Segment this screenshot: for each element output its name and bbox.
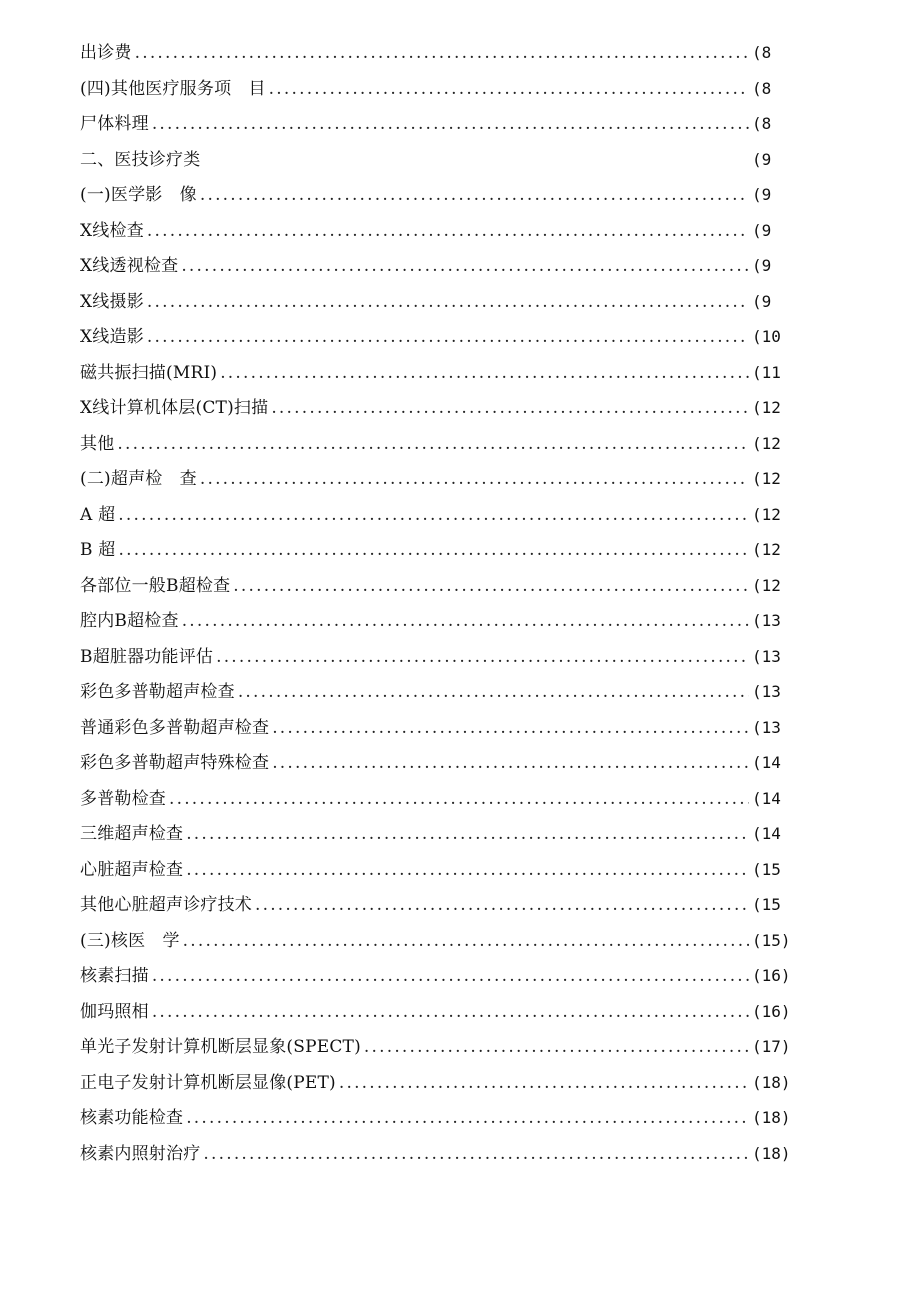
toc-entry-title: X线检查 [80, 220, 144, 241]
toc-leader-dots [186, 860, 749, 880]
toc-entry-page: (14 [752, 753, 781, 772]
toc-entry-title: 磁共振扫描(MRI) [80, 362, 218, 383]
toc-entry-page: (18) [752, 1143, 791, 1163]
toc-entry[interactable] [80, 890, 800, 926]
toc-entry[interactable] [80, 464, 800, 500]
toc-leader-dots [269, 79, 749, 99]
toc-leader-dots [271, 398, 749, 418]
toc-entry-title: X线计算机体层(CT)扫描 [80, 398, 269, 418]
toc-entry[interactable] [80, 961, 800, 997]
toc-entry-page: (10 [752, 327, 781, 346]
toc-leader-dots [117, 434, 749, 454]
toc-entry-page: (8 [752, 78, 772, 98]
toc-leader-dots [339, 1073, 749, 1093]
toc-entry-title: (一)医学影 像 [80, 185, 197, 205]
toc-entry-title: 腔内B超检查 [80, 611, 179, 631]
toc-entry[interactable] [80, 642, 800, 678]
toc-entry-title: 多普勒检查 [80, 788, 166, 809]
toc-entry-page: (13 [752, 682, 781, 701]
toc-entry[interactable] [80, 251, 800, 287]
toc-entry-title: B 超 [80, 540, 116, 560]
toc-entry[interactable] [80, 109, 800, 145]
toc-entry-title: A 超 [80, 504, 116, 525]
toc-entry[interactable] [80, 180, 800, 216]
toc-entry-page: (13 [752, 646, 781, 666]
toc-entry-title: 其他 [80, 433, 115, 454]
toc-leader-dots [152, 966, 749, 986]
toc-entry-title: X线透视检查 [80, 256, 179, 276]
toc-entry-title: 尸体料理 [80, 114, 149, 134]
toc-leader-dots [364, 1037, 749, 1057]
toc-entry-page: (9 [752, 291, 772, 311]
toc-entry[interactable] [80, 855, 800, 891]
toc-entry[interactable] [80, 1032, 800, 1068]
toc-entry[interactable] [80, 535, 800, 571]
toc-leader-dots [203, 1144, 749, 1164]
toc-leader-dots [200, 185, 749, 205]
toc-leader-dots [147, 292, 749, 312]
toc-entry-title: (三)核医 学 [80, 930, 180, 951]
toc-leader-dots [216, 647, 749, 667]
toc-entry-page: (16) [752, 966, 791, 985]
toc-entry-title: 二、医技诊疗类 [80, 149, 201, 170]
toc-entry-title: 普通彩色多普勒超声检查 [80, 717, 270, 738]
toc-leader-dots [135, 43, 749, 63]
toc-leader-dots [233, 576, 749, 596]
toc-entry-page: (15 [752, 895, 781, 914]
toc-entry-page: (12 [752, 433, 781, 453]
toc-entry-page: (13 [752, 717, 781, 737]
toc-entry-page: (12 [752, 540, 781, 559]
toc-entry[interactable] [80, 677, 800, 713]
toc-entry-page: (11 [752, 362, 781, 382]
toc-entry-page: (17) [752, 1037, 791, 1056]
toc-entry[interactable] [80, 216, 800, 252]
toc-leader-dots [181, 256, 749, 276]
toc-entry-page: (12 [752, 575, 781, 595]
toc-leader-dots [152, 114, 749, 134]
toc-entry-title: (四)其他医疗服务项 目 [80, 78, 266, 99]
toc-entry[interactable] [80, 74, 800, 110]
toc-entry-page: (14 [752, 824, 781, 843]
toc-entry-page: (9 [752, 220, 772, 240]
toc-entry-title: 出诊费 [80, 43, 132, 63]
toc-entry[interactable] [80, 38, 800, 74]
toc-entry-title: 核素扫描 [80, 966, 149, 986]
toc-entry[interactable] [80, 358, 800, 394]
toc-entry-page: (15) [752, 930, 791, 950]
toc-leader-dots [169, 789, 749, 809]
toc-entry-title: X线摄影 [80, 291, 144, 312]
toc-entry-title: 单光子发射计算机断层显象(SPECT) [80, 1037, 361, 1057]
toc-entry-page: (9 [752, 256, 772, 275]
toc-entry-page: (14 [752, 788, 781, 808]
toc-leader-dots [200, 469, 749, 489]
toc-entry-title: 伽玛照相 [80, 1001, 149, 1022]
toc-entry-page: (18) [752, 1108, 791, 1127]
toc-entry-page: (8 [752, 114, 772, 133]
toc-entry-page: (12 [752, 504, 781, 524]
toc-leader-dots [152, 1002, 749, 1022]
toc-leader-dots [182, 611, 749, 631]
toc-entry-title: 其他心脏超声诊疗技术 [80, 895, 252, 915]
toc-entry-page: (13 [752, 611, 781, 630]
toc-leader-dots [220, 363, 749, 383]
toc-leader-dots [183, 931, 749, 951]
toc-leader-dots [186, 1108, 749, 1128]
toc-entry-title: 各部位一般B超检查 [80, 575, 231, 596]
toc-entry-page: (9 [752, 149, 772, 169]
toc-entry[interactable] [80, 500, 800, 536]
toc-entry-page: (9 [752, 185, 772, 204]
toc-entry[interactable] [80, 713, 800, 749]
toc-entry[interactable] [80, 819, 800, 855]
toc-entry[interactable] [80, 1103, 800, 1139]
toc-entry-title: X线造影 [80, 327, 144, 347]
toc-entry-title: (二)超声检 查 [80, 469, 197, 489]
toc-entry-page: (15 [752, 859, 781, 879]
toc-leader-dots [272, 718, 749, 738]
toc-leader-dots [147, 221, 749, 241]
toc-entry[interactable] [80, 571, 800, 607]
toc-entry-title: 正电子发射计算机断层显像(PET) [80, 1072, 336, 1093]
toc-entry-title: 三维超声检查 [80, 824, 184, 844]
toc-leader-dots [272, 753, 749, 773]
toc-entry[interactable] [80, 784, 800, 820]
toc-entry[interactable] [80, 145, 800, 181]
toc-entry-title: 彩色多普勒超声特殊检查 [80, 753, 270, 773]
toc-entry[interactable] [80, 287, 800, 323]
toc-entry-title: B超脏器功能评估 [80, 646, 214, 667]
toc-entry[interactable] [80, 748, 800, 784]
toc-entry[interactable] [80, 322, 800, 358]
table-of-contents [80, 38, 800, 1174]
toc-entry-page: (8 [752, 43, 772, 62]
toc-leader-dots [118, 505, 749, 525]
toc-entry-page: (18) [752, 1072, 791, 1092]
toc-entry-page: (16) [752, 1001, 791, 1021]
toc-entry[interactable] [80, 429, 800, 465]
toc-entry[interactable] [80, 1068, 800, 1104]
toc-entry[interactable] [80, 606, 800, 642]
toc-leader-dots [255, 895, 749, 915]
toc-entry[interactable] [80, 1139, 800, 1175]
toc-entry[interactable] [80, 393, 800, 429]
toc-entry-page: (12 [752, 469, 781, 488]
toc-leader-dots [238, 682, 749, 702]
toc-entry-title: 核素内照射治疗 [80, 1143, 201, 1164]
toc-leader-dots [119, 540, 750, 560]
toc-entry[interactable] [80, 926, 800, 962]
toc-leader-dots [147, 327, 749, 347]
toc-leader-dots [186, 824, 749, 844]
toc-entry[interactable] [80, 997, 800, 1033]
toc-entry-page: (12 [752, 398, 781, 417]
toc-entry-title: 核素功能检查 [80, 1108, 184, 1128]
toc-entry-title: 彩色多普勒超声检查 [80, 682, 235, 702]
toc-entry-title: 心脏超声检查 [80, 859, 184, 880]
